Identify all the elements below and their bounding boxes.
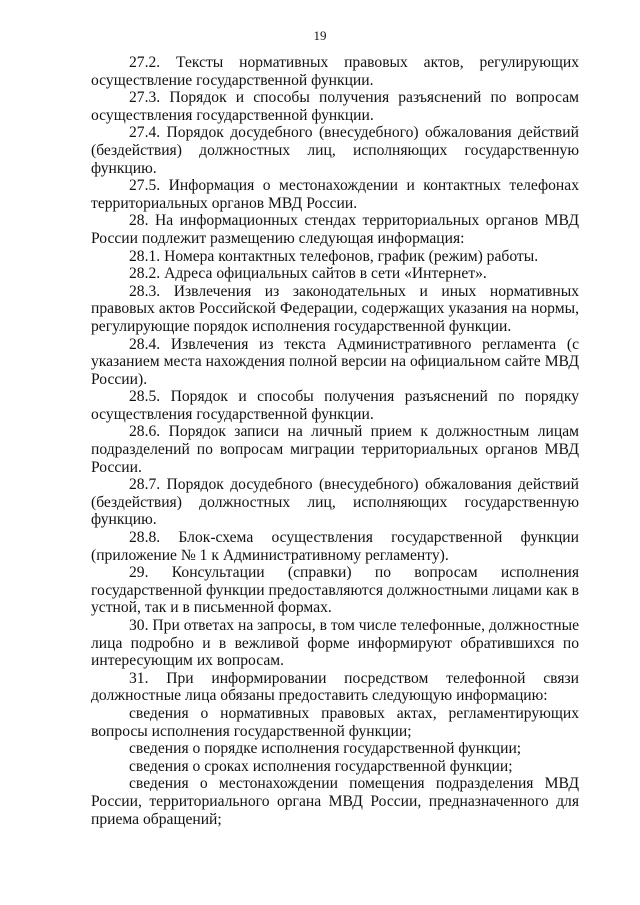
paragraph-28-4: 28.4. Извлечения из текста Административного регламента (с указанием места нахождения полной версии на официальном сайте МВД России). (91, 335, 579, 388)
paragraph-28-7: 28.7. Порядок досудебного (внесудебного) обжалования действий (бездействия) должностных лиц, исполняющих государственную функцию. (91, 476, 579, 529)
paragraph-27-2: 27.2. Тексты нормативных правовых актов, регулирующих осуществление государственной функции. (91, 54, 579, 89)
list-item-normative-acts: сведения о нормативных правовых актах, регламентирующих вопросы исполнения государственной функции; (91, 704, 579, 740)
paragraph-27-3: 27.3. Порядок и способы получения разъяснений по вопросам осуществления государственной функции. (91, 89, 579, 124)
paragraph-28-2: 28.2. Адреса официальных сайтов в сети «Интернет». (129, 265, 487, 283)
paragraph-27-4: 27.4. Порядок досудебного (внесудебного) обжалования действий (бездействия) должностных лиц, исполняющих государственную функцию. (91, 124, 579, 177)
page-number: 19 (313, 28, 327, 43)
paragraph-29: 29. Консультации (справки) по вопросам исполнения государственной функции предоставляются должностными лицами как в устной, так и в письменной формах. (91, 564, 579, 617)
paragraph-27-5: 27.5. Информация о местонахождении и контактных телефонах территориальных органов МВД России. (91, 177, 579, 212)
list-item-location: сведения о местонахождении помещения подразделения МВД России, территориального органа МВД России, предназначенного для приема обращений; (91, 775, 579, 828)
paragraph-28: 28. На информационных стендах территориальных органов МВД России подлежит размещению следующая информация: (91, 212, 579, 247)
paragraph-31: 31. При информировании посредством телефонной связи должностные лица обязаны предоставить следующую информацию: (91, 669, 579, 705)
list-item-procedure: сведения о порядке исполнения государственной функции; (129, 740, 522, 758)
paragraph-28-3: 28.3. Извлечения из законодательных и иных нормативных правовых актов Российской Федерации, содержащих указания на нормы, регулирующие порядок исполнения государственной функции. (91, 282, 579, 335)
paragraph-28-6: 28.6. Порядок записи на личный прием к должностным лицам подразделений по вопросам миграции территориальных органов МВД России. (91, 423, 579, 476)
list-item-deadlines: сведения о сроках исполнения государственной функции; (129, 757, 513, 775)
paragraph-28-1: 28.1. Номера контактных телефонов, график (режим) работы. (129, 247, 539, 265)
paragraph-28-5: 28.5. Порядок и способы получения разъяснений по порядку осуществления государственной функции. (91, 388, 579, 423)
paragraph-28-8: 28.8. Блок-схема осуществления государственной функции (приложение № 1 к Административному регламенту). (91, 529, 579, 564)
paragraph-30: 30. При ответах на запросы, в том числе телефонные, должностные лица подробно и в вежливой форме информируют обратившихся по интересующим их вопросам. (91, 617, 579, 670)
document-body (91, 54, 579, 828)
